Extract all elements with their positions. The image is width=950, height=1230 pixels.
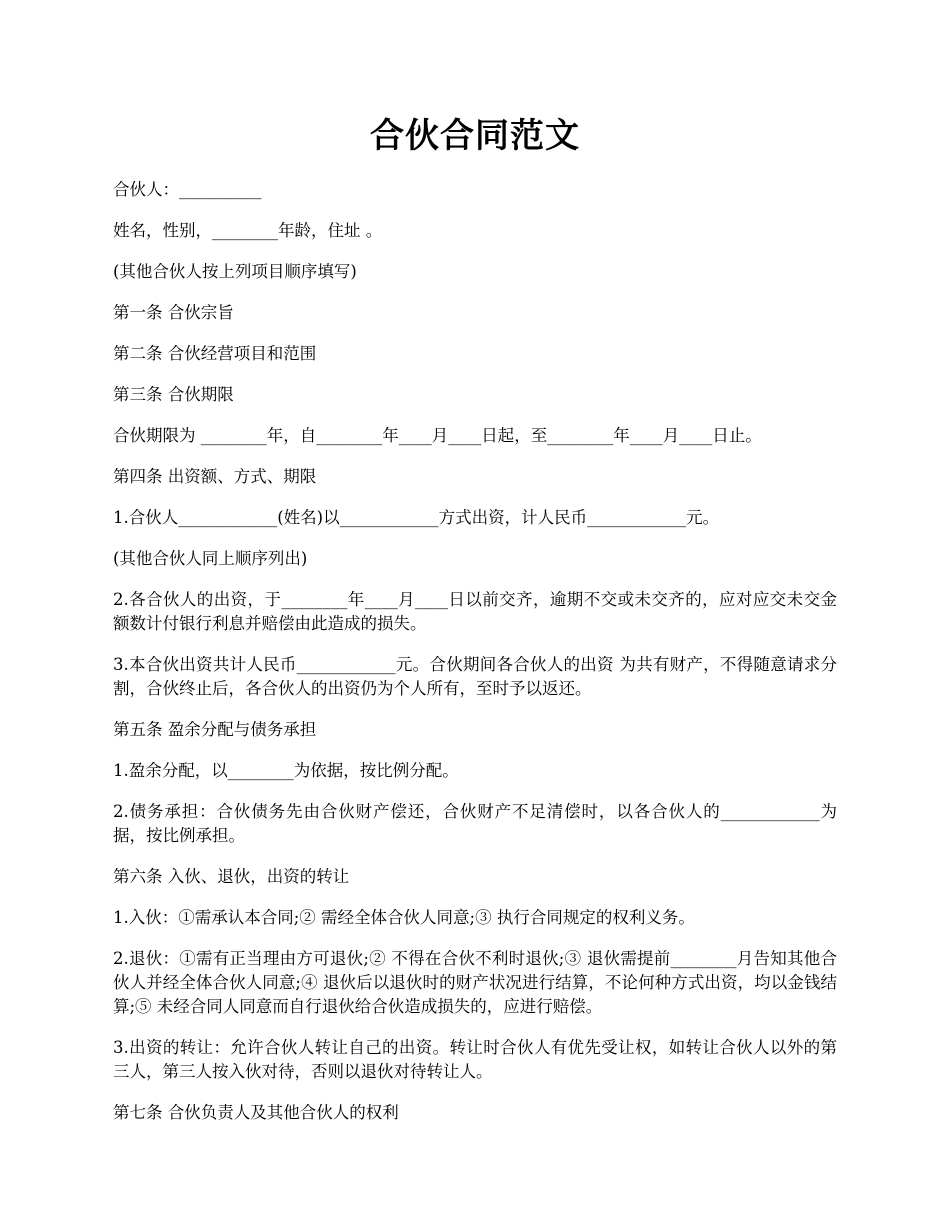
paragraph-contribution-3: 3.本合伙出资共计人民币____________元。合伙期间各合伙人的出资 为共有财产，不得随意请求分割，合伙终止后，各合伙人的出资仍为个人所有，至时予以返还。 — [113, 655, 837, 698]
paragraph-joining: 1.入伙：①需承认本合同;② 需经全体合伙人同意;③ 执行合同规定的权利义务。 — [113, 908, 695, 927]
paragraph-contribution-1: 1.合伙人____________(姓名)以____________方式出资，计人民币____________元。 — [113, 508, 720, 527]
article-6-heading: 第六条 入伙、退伙，出资的转让 — [113, 867, 350, 886]
article-2-heading: 第二条 合伙经营项目和范围 — [113, 344, 317, 363]
paragraph-partner: 合伙人：__________ — [113, 180, 262, 199]
article-5-heading: 第五条 盈余分配与债务承担 — [113, 720, 317, 739]
paragraph-term: 合伙期限为 ________年，自________年____月____日起，至________年____月____日止。 — [113, 426, 762, 445]
paragraph-debt-bearing: 2.债务承担：合伙债务先由合伙财产偿还，合伙财产不足清偿时，以各合伙人的____________为据，按比例承担。 — [113, 802, 837, 845]
article-3-heading: 第三条 合伙期限 — [113, 385, 234, 404]
paragraph-partner-info: 姓名，性别，________年龄，住址 。 — [113, 221, 383, 240]
article-1-heading: 第一条 合伙宗旨 — [113, 303, 234, 322]
paragraph-contribution-2: 2.各合伙人的出资，于________年____月____日以前交齐，逾期不交或未交齐的，应对应交未交金额数计付银行利息并赔偿由此造成的损失。 — [113, 590, 837, 633]
document-body — [113, 178, 837, 1142]
paragraph-withdrawal: 2.退伙：①需有正当理由方可退伙;② 不得在合伙不利时退伙;③ 退伙需提前________月告知其他合伙人并经全体合伙人同意;④ 退伙后以退伙时的财产状况进行结算，不论何种方式出资，均以金钱结算;⑤ 未经合同人同意而自行退伙给合伙造成损失的，应进行赔偿。 — [113, 949, 837, 1016]
paragraph-other-partners-note: (其他合伙人按上列项目顺序填写) — [113, 262, 357, 281]
paragraph-profit-distribution: 1.盈余分配，以________为依据，按比例分配。 — [113, 761, 459, 780]
article-7-heading: 第七条 合伙负责人及其他合伙人的权利 — [113, 1103, 399, 1122]
paragraph-transfer: 3.出资的转让：允许合伙人转让自己的出资。转让时合伙人有优先受让权，如转让合伙人以外的第三人，第三人按入伙对待，否则以退伙对待转让人。 — [113, 1038, 837, 1081]
document-title: 合伙合同范文 — [370, 116, 580, 156]
paragraph-other-partners-list: (其他合伙人同上顺序列出) — [113, 549, 308, 568]
article-4-heading: 第四条 出资额、方式、期限 — [113, 467, 317, 486]
